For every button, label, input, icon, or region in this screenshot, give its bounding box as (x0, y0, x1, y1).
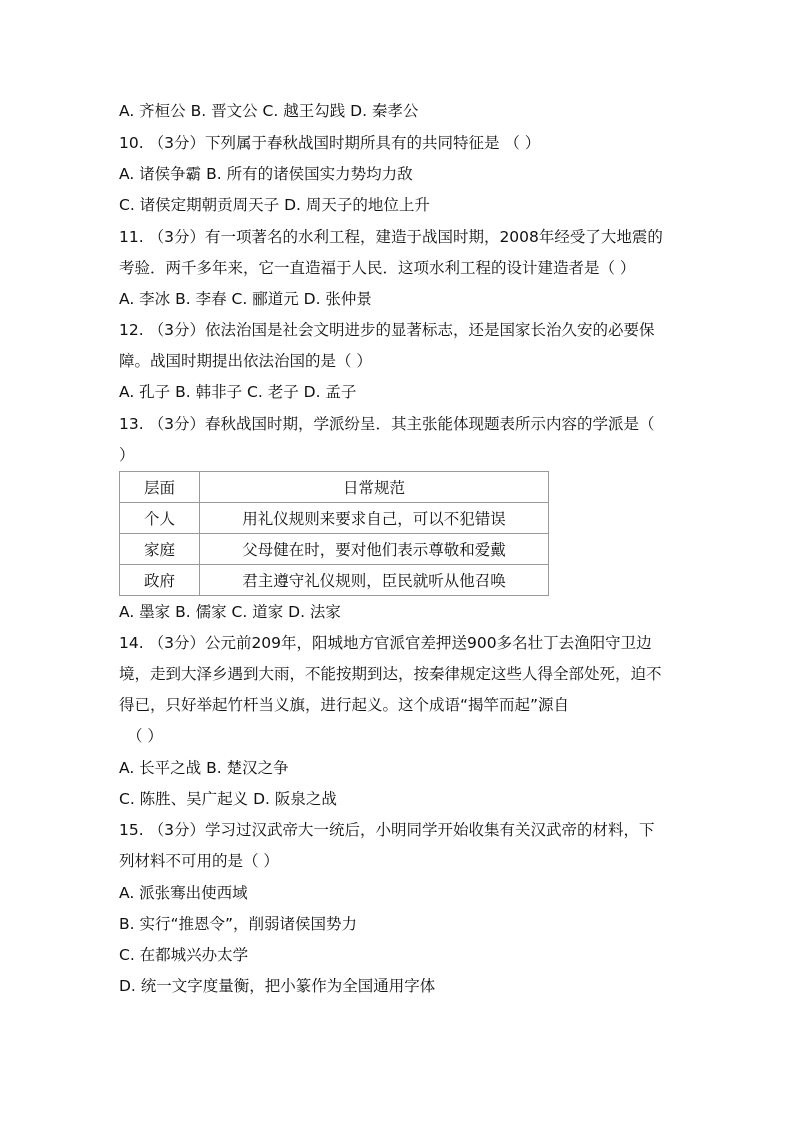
q13-stem-line2: ） (119, 446, 135, 464)
q15-stem-line1: 15. （3分）学习过汉武帝大一统后，小明同学开始收集有关汉武帝的材料，下 (119, 821, 655, 839)
q10-options-cd: C. 诸侯定期朝贡周天子 D. 周天子的地位上升 (119, 196, 430, 214)
q11-stem-line2: 考验．两千多年来，它一直造福于人民．这项水利工程的设计建造者是（ ） (119, 259, 636, 277)
table-cell: 父母健在时，要对他们表示尊敬和爱戴 (200, 534, 549, 565)
q13-stem-line1: 13. （3分）春秋战国时期，学派纷呈．其主张能体现题表所示内容的学派是（ (119, 415, 655, 433)
table-cell: 政府 (120, 565, 200, 596)
table-row (120, 565, 549, 596)
q10-options-ab: A. 诸侯争霸 B. 所有的诸侯国实力势均力敌 (119, 165, 413, 183)
q13-table (119, 471, 549, 596)
q14-options-cd: C. 陈胜、吴广起义 D. 阪泉之战 (119, 790, 337, 808)
table-cell: 家庭 (120, 534, 200, 565)
q15-option-d: D. 统一文字度量衡，把小篆作为全国通用字体 (119, 977, 436, 995)
q11-stem-line1: 11. （3分）有一项著名的水利工程，建造于战国时期，2008年经受了大地震的 (119, 228, 663, 246)
q12-options: A. 孔子 B. 韩非子 C. 老子 D. 孟子 (119, 383, 357, 401)
table-row (120, 503, 549, 534)
table-row (120, 534, 549, 565)
q9-options: A. 齐桓公 B. 晋文公 C. 越王勾践 D. 秦孝公 (119, 102, 419, 120)
q15-option-a: A. 派张骞出使西域 (119, 884, 248, 902)
q15-stem-line2: 列材料不可用的是（ ） (119, 852, 279, 870)
q14-options-ab: A. 长平之战 B. 楚汉之争 (119, 759, 289, 777)
table-cell: 用礼仪规则来要求自己，可以不犯错误 (200, 503, 549, 534)
q12-stem-line2: 障。战国时期提出依法治国的是（ ） (119, 352, 372, 370)
table-cell: 个人 (120, 503, 200, 534)
q14-stem-line1: 14. （3分）公元前209年，阳城地方官派官差押送900多名壮丁去渔阳守卫边 (119, 634, 652, 652)
table-header-cell: 日常规范 (200, 472, 549, 503)
q12-stem-line1: 12. （3分）依法治国是社会文明进步的显著标志，还是国家长治久安的必要保 (119, 321, 655, 339)
table-header-row (120, 472, 549, 503)
q14-stem-line3: 得已，只好举起竹杆当义旗，进行起义。这个成语“揭竿而起”源自 (119, 696, 570, 714)
q11-options: A. 李冰 B. 李春 C. 郦道元 D. 张仲景 (119, 290, 372, 308)
table-header-cell: 层面 (120, 472, 200, 503)
q15-option-b: B. 实行“推恩令”，削弱诸侯国势力 (119, 915, 358, 933)
q13-options: A. 墨家 B. 儒家 C. 道家 D. 法家 (119, 603, 341, 621)
q10-stem: 10. （3分）下列属于春秋战国时期所具有的共同特征是 （ ） (119, 134, 541, 152)
q14-answer-blank: （ ） (127, 727, 163, 745)
q15-option-c: C. 在都城兴办太学 (119, 946, 249, 964)
q14-stem-line2: 境，走到大泽乡遇到大雨，不能按期到达，按秦律规定这些人得全部处死，迫不 (119, 665, 662, 683)
table-cell: 君主遵守礼仪规则，臣民就听从他召唤 (200, 565, 549, 596)
